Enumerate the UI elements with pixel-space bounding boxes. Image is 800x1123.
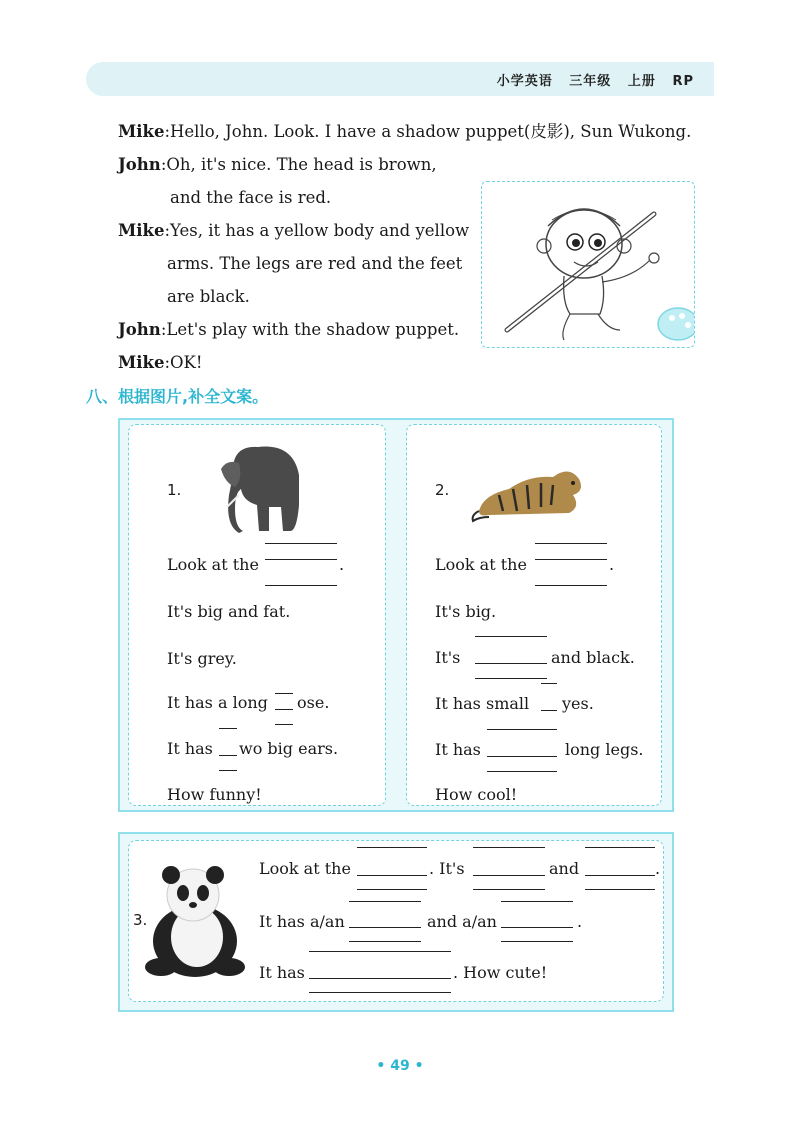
answer-blank[interactable]	[501, 927, 573, 928]
answer-blank[interactable]	[357, 889, 427, 890]
answer-blank[interactable]	[535, 585, 607, 586]
card1-line3: It's grey.	[167, 649, 237, 668]
answer-blank[interactable]	[473, 875, 545, 876]
answer-blank[interactable]	[487, 729, 557, 730]
answer-blank[interactable]	[501, 941, 573, 942]
card-number: 1.	[167, 481, 182, 499]
card1-line1: Look at the	[167, 555, 259, 574]
answer-blank[interactable]	[265, 585, 337, 586]
answer-blank[interactable]	[475, 636, 547, 637]
card3-line2b: and a/an	[427, 912, 497, 931]
speaker: Mike	[118, 353, 165, 372]
line-text: Yes, it has a yellow body and yellow	[170, 221, 470, 240]
dialogue-line-1: Mike:Hello, John. Look. I have a shadow puppet(皮影), Sun Wukong.	[118, 122, 692, 141]
answer-blank[interactable]	[475, 678, 547, 679]
answer-blank[interactable]	[265, 543, 337, 544]
card1-line4a: It has a long	[167, 693, 268, 712]
answer-blank[interactable]	[535, 559, 607, 560]
dialogue-line-8: Mike:OK!	[118, 353, 203, 372]
tiger-image	[469, 455, 589, 525]
answer-blank[interactable]	[501, 901, 573, 902]
card-3: 3. Look at the . It's and . It has a/an and a/an . It has . How cute!	[128, 840, 664, 1002]
card2-line2: It's big.	[435, 602, 497, 621]
answer-blank[interactable]	[219, 755, 237, 756]
answer-blank[interactable]	[349, 927, 421, 928]
answer-blank[interactable]	[309, 992, 451, 993]
answer-blank[interactable]	[585, 875, 655, 876]
answer-blank[interactable]	[219, 770, 237, 771]
answer-blank[interactable]	[265, 559, 337, 560]
dialogue-line-6	[167, 287, 250, 307]
section-title: 八、根据图片,补全文案。	[86, 387, 269, 406]
card3-line1a: Look at the	[259, 859, 351, 878]
answer-blank[interactable]	[275, 724, 293, 725]
page-number: • 49 •	[376, 1058, 424, 1074]
line-text: are black.	[167, 287, 250, 306]
card2-line3a: It's	[435, 648, 461, 667]
dialogue-line-2: John:Oh, it's nice. The head is brown,	[118, 155, 437, 174]
card3-line1b: . It's	[429, 859, 465, 878]
speaker: Mike	[118, 122, 165, 141]
dialogue-line-5	[167, 254, 462, 274]
card3-line2a: It has a/an	[259, 912, 345, 931]
answer-blank[interactable]	[349, 941, 421, 942]
speaker: Mike	[118, 221, 165, 240]
dialogue-line-7: John:Let's play with the shadow puppet.	[118, 320, 460, 339]
card-2: 2. Look at the . It's big. It's and black. It has small yes. It has long legs. How cool!	[406, 424, 662, 806]
panda-image	[137, 861, 247, 981]
card-1: 1. Look at the . It's big and fat. It's grey. It has a long ose. It has wo big ears. How funny!	[128, 424, 386, 806]
card1-line5b: wo big ears.	[239, 739, 339, 758]
line-text: OK!	[170, 353, 203, 372]
card2-line5b: long legs.	[565, 740, 644, 759]
line-text: Oh, it's nice. The head is brown,	[166, 155, 437, 174]
answer-blank[interactable]	[219, 728, 237, 729]
card1-line2: It's big and fat.	[167, 602, 291, 621]
header-bar	[86, 62, 714, 96]
answer-blank[interactable]	[357, 875, 427, 876]
card1-line5a: It has	[167, 739, 213, 758]
answer-blank[interactable]	[473, 889, 545, 890]
card3-line3b: . How cute!	[453, 963, 548, 982]
card3-line3a: It has	[259, 963, 305, 982]
speaker: John	[118, 155, 161, 174]
line-text: Let's play with the shadow puppet.	[166, 320, 460, 339]
card2-line4b: yes.	[562, 694, 594, 713]
card2-line6: How cool!	[435, 785, 518, 804]
card3-line1c: and	[549, 859, 580, 878]
answer-blank[interactable]	[357, 847, 427, 848]
answer-blank[interactable]	[349, 901, 421, 902]
answer-blank[interactable]	[535, 543, 607, 544]
answer-blank[interactable]	[585, 889, 655, 890]
card2-line1: Look at the	[435, 555, 527, 574]
dialogue-line-4: Mike:Yes, it has a yellow body and yellow	[118, 221, 470, 240]
card2-line3b: and black.	[551, 648, 635, 667]
card1-line6: How funny!	[167, 785, 262, 804]
puppet-illustration-box	[481, 181, 695, 348]
answer-blank[interactable]	[475, 663, 547, 664]
card2-line4a: It has small	[435, 694, 530, 713]
answer-blank[interactable]	[309, 978, 451, 979]
answer-blank[interactable]	[473, 847, 545, 848]
answer-blank[interactable]	[275, 709, 293, 710]
card-number: 3.	[133, 911, 148, 929]
answer-blank[interactable]	[275, 693, 293, 694]
answer-blank[interactable]	[487, 771, 557, 772]
answer-blank[interactable]	[487, 756, 557, 757]
line-text: and the face is red.	[170, 188, 332, 207]
answer-blank[interactable]	[541, 683, 557, 684]
answer-blank[interactable]	[585, 847, 655, 848]
speaker: John	[118, 320, 161, 339]
card-number: 2.	[435, 481, 450, 499]
dialogue-line-3	[170, 188, 331, 208]
answer-blank[interactable]	[541, 710, 557, 711]
elephant-image	[213, 435, 305, 535]
answer-blank[interactable]	[309, 951, 451, 952]
card1-line4b: ose.	[297, 693, 330, 712]
monkey-puppet-icon	[482, 182, 694, 347]
card2-line5a: It has	[435, 740, 481, 759]
line-text: Hello, John. Look. I have a shadow puppet(皮影), Sun Wukong.	[170, 122, 692, 141]
line-text: arms. The legs are red and the feet	[167, 254, 463, 273]
header-text: 小学英语 三年级 上册 RP	[496, 74, 694, 89]
